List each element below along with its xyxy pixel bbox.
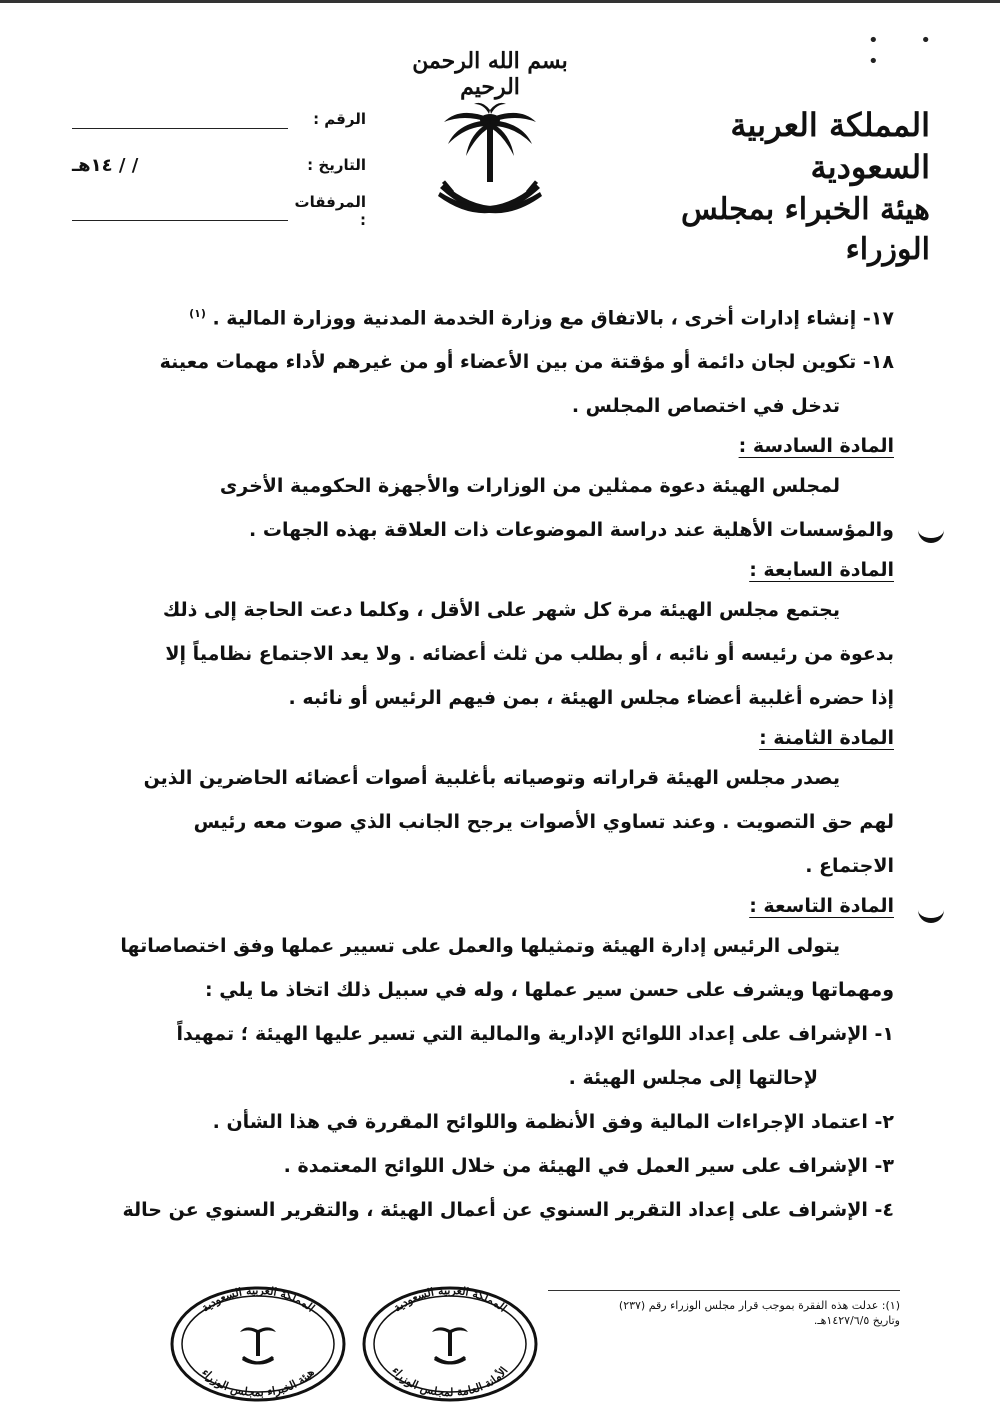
agency-name: هيئة الخبراء بمجلس الوزراء <box>680 192 930 267</box>
kingdom-name: المملكة العربية السعودية <box>730 106 930 186</box>
official-seal-left <box>168 1282 348 1402</box>
government-header <box>610 104 930 270</box>
article-9-line2: ومهماتها ويشرف على حسن سير عملها ، وله في سبيل ذلك اتخاذ ما يلي : <box>205 979 894 1002</box>
reference-number-blank <box>72 110 288 129</box>
article-7-heading: المادة السابعة : <box>749 559 894 582</box>
article-9-item1-line1: ١- الإشراف على إعداد اللوائح الإدارية والمالية التي تسير عليها الهيئة ؛ تمهيداً <box>176 1023 894 1046</box>
article-7-line2: بدعوة من رئيسه أو نائبه ، أو بطلب من ثلث أعضائه . ولا يعد الاجتماع نظامياً إلا <box>165 643 894 666</box>
saudi-emblem-icon <box>430 96 550 236</box>
article-8-line3: الاجتماع . <box>805 855 894 878</box>
article-9-item3: ٣- الإشراف على سير العمل في الهيئة من خلال اللوائح المعتمدة . <box>283 1155 894 1178</box>
article-7-line3: إذا حضره أغلبية أعضاء مجلس الهيئة ، بمن فيهم الرئيس أو نائبه . <box>288 687 894 710</box>
attachments-label: المرفقات : <box>294 193 366 229</box>
footnote-line1: (١): عدلت هذه الفقرة بموجب قرار مجلس الوزراء رقم (٢٣٧) <box>618 1299 900 1312</box>
margin-tick-mark <box>918 520 944 543</box>
article-8-heading: المادة الثامنة : <box>759 727 894 750</box>
article-6-heading: المادة السادسة : <box>738 435 894 458</box>
svg-text:الأمانة العامة لمجلس الوزراء: الأمانة العامة لمجلس الوزراء <box>389 1364 511 1400</box>
reference-number-label: الرقم : <box>313 110 366 128</box>
item-18-line2: تدخل في اختصاص المجلس . <box>571 395 840 418</box>
footnote-divider <box>548 1290 900 1291</box>
date-value: / / ١٤هـ <box>72 154 139 176</box>
article-7-line1: يجتمع مجلس الهيئة مرة كل شهر على الأقل ، وكلما دعت الحاجة إلى ذلك <box>162 599 840 622</box>
reference-number-row <box>66 96 366 142</box>
svg-text:المملكة العربية السعودية: المملكة العربية السعودية <box>390 1283 510 1315</box>
article-9-item2: ٢- اعتماد الإجراءات المالية وفق الأنظمة واللوائح المقررة في هذا الشأن . <box>212 1111 894 1134</box>
date-row <box>66 142 366 188</box>
article-8-line1: يصدر مجلس الهيئة قراراته وتوصياته بأغلبية أصوات أعضائه الحاضرين الذين <box>143 767 840 790</box>
article-6-line1: لمجلس الهيئة دعوة ممثلين من الوزارات والأجهزة الحكومية الأخرى <box>219 475 840 498</box>
seal-emblem-icon <box>240 1327 276 1364</box>
seal-emblem-icon <box>432 1327 468 1364</box>
article-9-heading: المادة التاسعة : <box>749 895 894 918</box>
basmala: بسم الله الرحمن الرحيم <box>412 48 568 100</box>
article-8-line2: لهم حق التصويت . وعند تساوي الأصوات يرجح الجانب الذي صوت معه رئيس <box>193 811 894 834</box>
footnote <box>540 1298 900 1328</box>
article-6-line2: والمؤسسات الأهلية عند دراسة الموضوعات ذات العلاقة بهذه الجهات . <box>249 519 894 542</box>
svg-text:هيئة الخبراء بمجلس الوزراء: هيئة الخبراء بمجلس الوزراء <box>199 1366 317 1400</box>
document-body <box>94 292 894 1232</box>
article-9-line1: يتولى الرئيس إدارة الهيئة وتمثيلها والعمل على تسيير عملها وفق اختصاصاتها <box>120 935 840 958</box>
reference-fields <box>66 96 366 234</box>
article-9-item1-line2: لإحالتها إلى مجلس الهيئة . <box>568 1067 818 1090</box>
margin-tick-mark <box>918 900 944 923</box>
attachments-row <box>66 188 366 234</box>
scan-edge <box>0 0 1000 3</box>
scan-specks: • • • <box>868 30 949 72</box>
footnote-marker: (١) <box>189 307 206 320</box>
article-9-item4: ٤- الإشراف على إعداد التقرير السنوي عن أعمال الهيئة ، والتقرير السنوي عن حالة <box>122 1199 894 1222</box>
date-label: التاريخ : <box>307 156 366 174</box>
footnote-line2: وتاريخ ١٤٢٧/٦/٥هـ. <box>813 1314 900 1327</box>
official-seal-right <box>360 1282 540 1402</box>
attachments-blank <box>72 202 288 221</box>
svg-text:المملكة العربية السعودية: المملكة العربية السعودية <box>198 1283 318 1315</box>
item-17: ١٧- إنشاء إدارات أخرى ، بالاتفاق مع وزارة الخدمة المدنية ووزارة المالية . $^{(١)}$ <box>189 307 894 330</box>
item-18-line1: ١٨- تكوين لجان دائمة أو مؤقتة من بين الأعضاء أو من غيرهم لأداء مهمات معينة <box>159 351 894 374</box>
